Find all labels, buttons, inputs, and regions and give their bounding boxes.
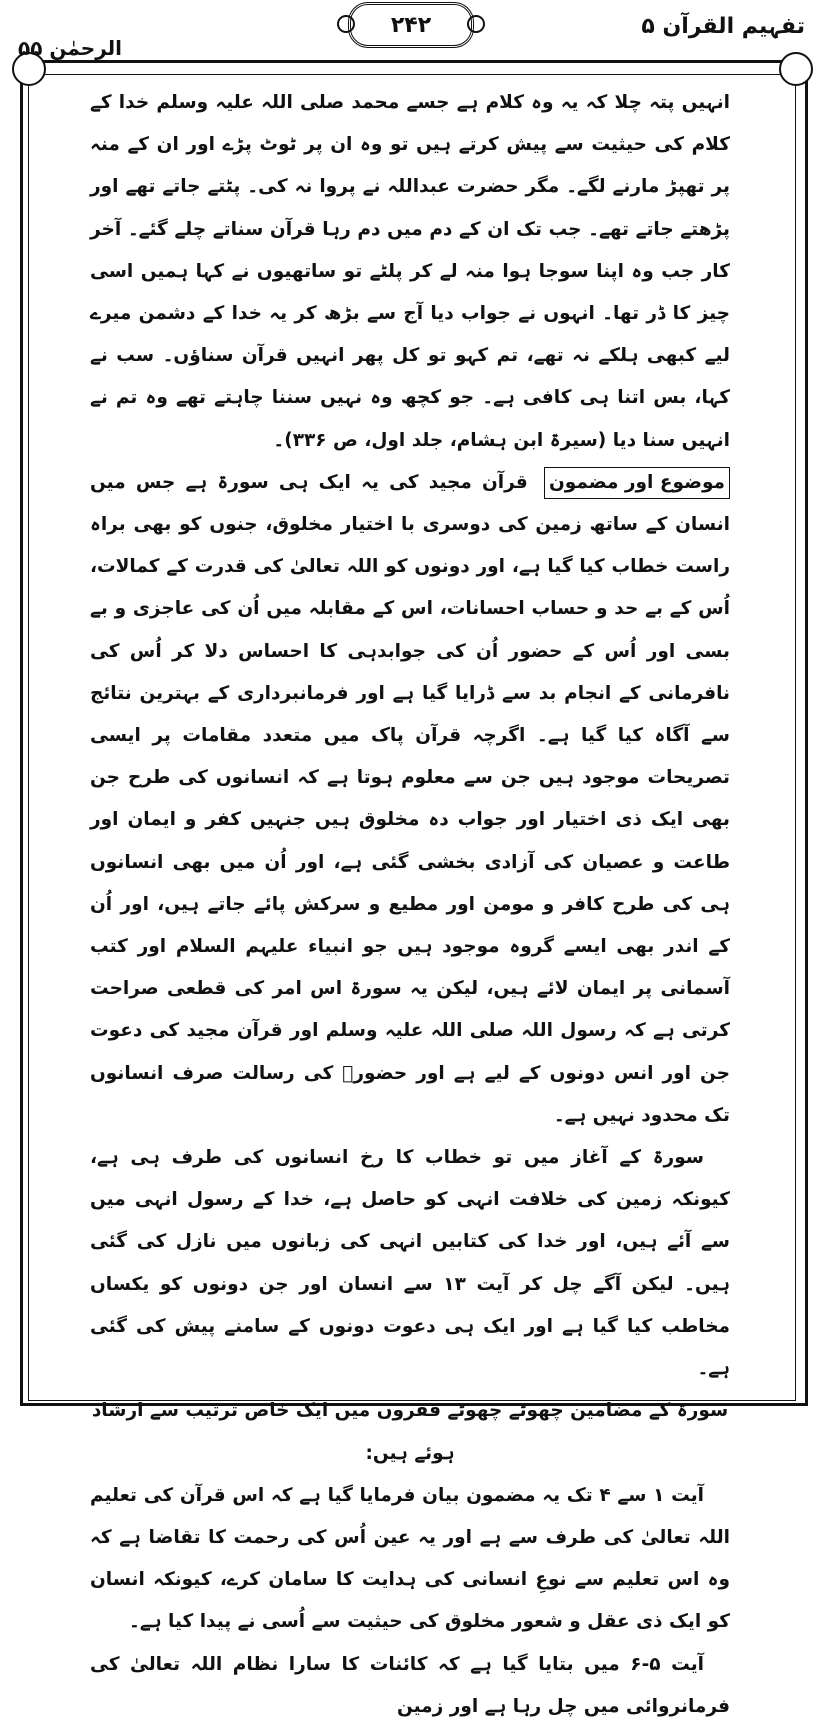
paragraph: آیت ۱ سے ۴ تک یہ مضمون بیان فرمایا گیا ہے کہ اس قرآن کی تعلیم اللہ تعالیٰ کی طرف سے ہے اور یہ عین اُس کی رحمت کا تقاضا ہے کہ وہ اس تعلیم سے نوعِ انسانی کی ہدایت کا سامان کرے، کیونکہ انسان کو ایک ذی عقل و شعور مخلوق کی حیثیت سے اُسی نے پیدا کیا ہے۔: [90, 1484, 730, 1633]
book-title: تفہیم القرآن ۵: [641, 14, 805, 39]
section-heading: موضوع اور مضمون: [544, 467, 730, 499]
paragraph: سورۃ کے آغاز میں تو خطاب کا رخ انسانوں کی طرف ہی ہے، کیونکہ زمین کی خلافت انہی کو حاصل ہے، خدا کے رسول انہی میں سے آئے ہیں، اور خدا کی کتابیں انہی کی زبانوں میں نازل کی گئی ہیں۔ لیکن آگے چل کر آیت ۱۳ سے انسان اور جن دونوں کو یکساں مخاطب کیا گیا ہے اور ایک ہی دعوت دونوں کے سامنے پیش کی گئی ہے۔: [90, 1147, 730, 1380]
paragraph: آیت ۵-۶ میں بتایا گیا ہے کہ کائنات کا سارا نظام اللہ تعالیٰ کی فرمانروائی میں چل رہا ہے اور زمین: [90, 1653, 730, 1717]
body-text: [90, 82, 730, 1717]
surah-name: الرحمٰن ۵۵: [18, 36, 123, 60]
paragraph: سورۃ کے مضامین چھوٹے چھوٹے فقروں میں ایک خاص ترتیب سے ارشاد ہوئے ہیں:: [91, 1400, 729, 1464]
corner-ornament-icon: [779, 52, 813, 86]
section-paragraph: [90, 462, 730, 1137]
paragraph: انہیں پتہ چلا کہ یہ وہ کلام ہے جسے محمد صلی اللہ علیہ وسلم خدا کے کلام کی حیثیت سے پیش کرتے ہیں تو وہ ان پر ٹوٹ پڑے اور ان کے منہ پر تھپڑ مارنے لگے۔ مگر حضرت عبداللہ نے پروا نہ کی۔ پٹتے جاتے تھے اور پڑھتے جاتے تھے۔ جب تک ان کے دم میں دم رہا قرآن سناتے چلے گئے۔ آخر کار جب وہ اپنا سوجا ہوا منہ لے کر پلٹے تو ساتھیوں نے کہا ہمیں اسی چیز کا ڈر تھا۔ انہوں نے جواب دیا آج سے بڑھ کر یہ خدا کے دشمن میرے لیے کبھی ہلکے نہ تھے، تم کہو تو کل پھر انہیں قرآن سناؤں۔ سب نے کہا، بس اتنا ہی کافی ہے۔ جو کچھ وہ نہیں سننا چاہتے تھے وہ تم نے انہیں سنا دیا (سیرۃ ابن ہشام، جلد اول، ص ۳۳۶)۔: [90, 92, 730, 451]
section-body: قرآن مجید کی یہ ایک ہی سورۃ ہے جس میں انسان کے ساتھ زمین کی دوسری با اختیار مخلوق، جنوں کو بھی براہ راست خطاب کیا گیا ہے، اور دونوں کو اللہ تعالیٰ کی قدرت کے کمالات، اُس کے بے حد و حساب احسانات، اس کے مقابلہ میں اُن کی عاجزی و بے بسی اور اُس کے حضور اُن کی جوابدہی کا احساس دلا کر اُس کی نافرمانی کے انجام بد سے ڈرایا گیا ہے اور فرمانبرداری کے بہترین نتائج سے آگاہ کیا گیا ہے۔ اگرچہ قرآن پاک میں متعدد مقامات پر ایسی تصریحات موجود ہیں جن سے معلوم ہوتا ہے کہ انسانوں کی طرح جن بھی ایک ذی اختیار اور جواب دہ مخلوق ہیں جنہیں کفر و ایمان اور طاعت و عصیان کی آزادی بخشی گئی ہے، اور اُن میں بھی انسانوں ہی کی طرح کافر و مومن اور مطیع و سرکش پائے جاتے ہیں، اور اُن کے اندر بھی ایسے گروہ موجود ہیں جو انبیاء علیہم السلام اور کتب آسمانی پر ایمان لائے ہیں، لیکن یہ سورۃ اس امر کی قطعی صراحت کرتی ہے کہ رسول اللہ صلی اللہ علیہ وسلم اور قرآن مجید کی دعوت جن اور انس دونوں کے لیے ہے اور حضورؐ کی رسالت صرف انسانوں تک محدود نہیں ہے۔: [90, 471, 730, 1126]
page-number: ۲۴۲: [348, 2, 474, 48]
